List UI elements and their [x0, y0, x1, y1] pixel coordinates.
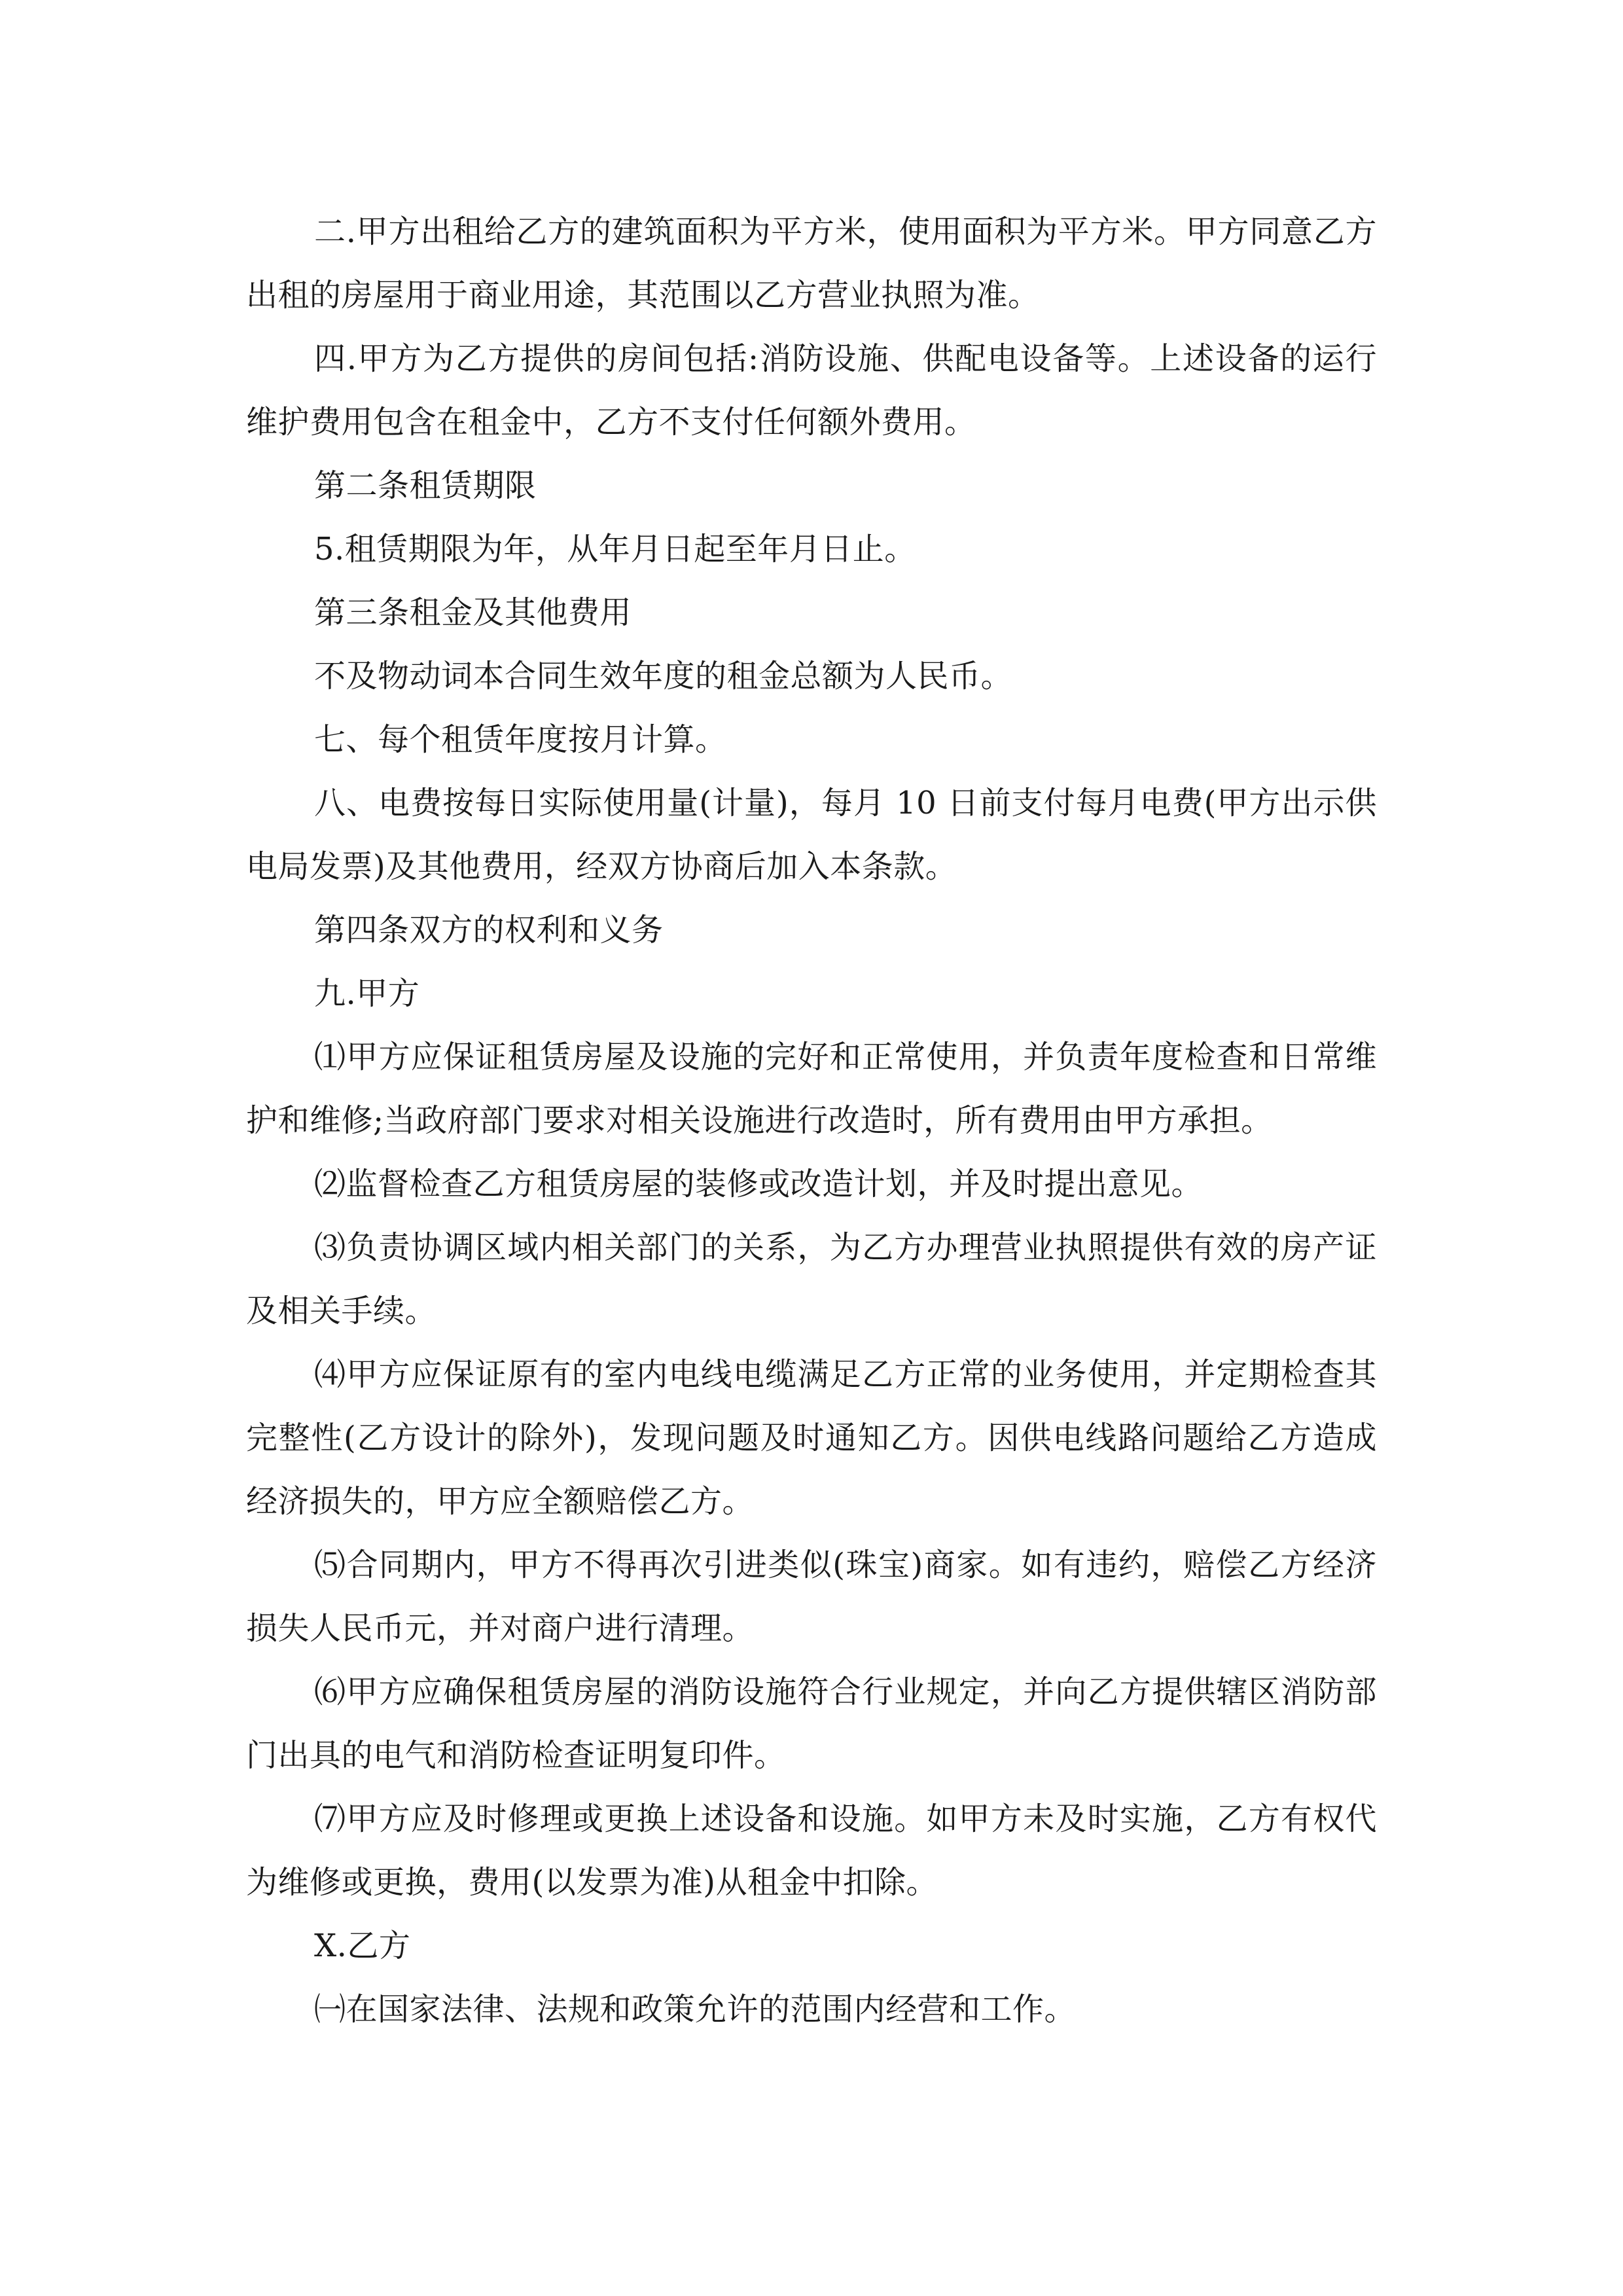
party-a-item-5: ⑸合同期内，甲方不得再次引进类似(珠宝)商家。如有违约，赔偿乙方经济损失人民币元，并对商户进行清理。 [246, 1547, 1377, 1647]
document-body [246, 200, 1377, 2041]
article-2-heading: 第二条租赁期限 [314, 467, 537, 504]
party-a-item-6: ⑹甲方应确保租赁房屋的消防设施符合行业规定，并向乙方提供辖区消防部门出具的电气和消防检查证明复印件。 [246, 1674, 1377, 1774]
clause-9-party-a: 九.甲方 [314, 975, 420, 1012]
clause-4-facilities: 四.甲方为乙方提供的房间包括:消防设施、供配电设备等。上述设备的运行维护费用包含在租金中，乙方不支付任何额外费用。 [246, 340, 1377, 440]
clause-7-monthly: 七、每个租赁年度按月计算。 [314, 721, 727, 758]
clause-2-area: 二.甲方出租给乙方的建筑面积为平方米，使用面积为平方米。甲方同意乙方出租的房屋用于商业用途，其范围以乙方营业执照为准。 [246, 213, 1377, 314]
article-3-heading: 第三条租金及其他费用 [314, 594, 632, 631]
party-a-item-1: ⑴甲方应保证租赁房屋及设施的完好和正常使用，并负责年度检查和日常维护和维修;当政府部门要求对相关设施进行改造时，所有费用由甲方承担。 [246, 1039, 1377, 1139]
clause-6-rent-total: 不及物动词本合同生效年度的租金总额为人民币。 [314, 658, 1013, 694]
party-a-item-4: ⑷甲方应保证原有的室内电线电缆满足乙方正常的业务使用，并定期检查其完整性(乙方设计的除外)，发现问题及时通知乙方。因供电线路问题给乙方造成经济损失的，甲方应全额赔偿乙方。 [246, 1356, 1377, 1520]
article-4-heading: 第四条双方的权利和义务 [314, 912, 664, 948]
party-b-item-1: ㈠在国家法律、法规和政策允许的范围内经营和工作。 [314, 1991, 1077, 2028]
party-a-item-3: ⑶负责协调区域内相关部门的关系，为乙方办理营业执照提供有效的房产证及相关手续。 [246, 1229, 1377, 1329]
party-a-item-7: ⑺甲方应及时修理或更换上述设备和设施。如甲方未及时实施，乙方有权代为维修或更换，费用(以发票为准)从租金中扣除。 [246, 1801, 1377, 1901]
clause-5-lease-term: 5.租赁期限为年，从年月日起至年月日止。 [314, 531, 916, 567]
clause-10-party-b: X.乙方 [314, 1928, 411, 1964]
clause-8-electricity: 八、电费按每日实际使用量(计量)，每月 10 日前支付每月电费(甲方出示供电局发票)及其他费用，经双方协商后加入本条款。 [246, 785, 1377, 885]
party-a-item-2: ⑵监督检查乙方租赁房屋的装修或改造计划，并及时提出意见。 [314, 1166, 1204, 1202]
